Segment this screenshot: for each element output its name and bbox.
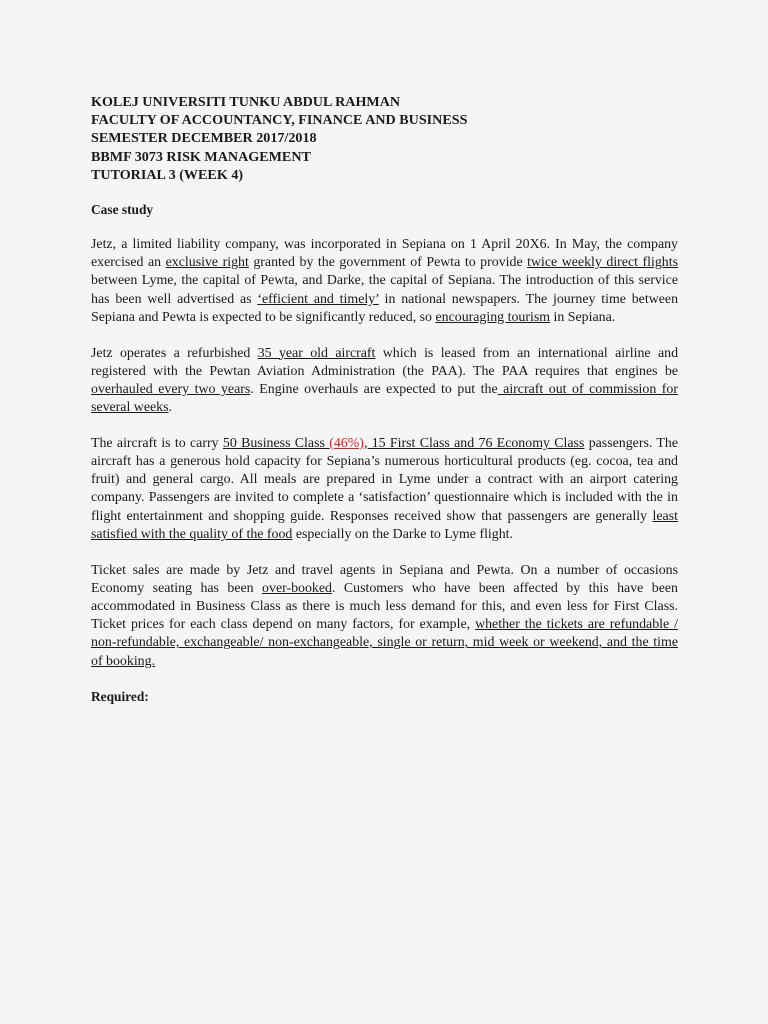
underlined-text: ‘efficient and timely’ xyxy=(257,291,379,307)
underlined-text: 50 Business Class xyxy=(222,435,330,451)
header-semester: SEMESTER DECEMBER 2017/2018 xyxy=(91,130,317,147)
paragraph-text: in Sepiana. xyxy=(550,309,616,325)
paragraph-text: which is leased from an international airline and registered with the Pewtan Aviation Administration (the PAA). The PAA requires that engines be xyxy=(91,345,679,379)
header-faculty: FACULTY OF ACCOUNTANCY, FINANCE AND BUSINESS xyxy=(91,112,468,129)
paragraph-text: . xyxy=(168,400,173,416)
case-study-body xyxy=(91,236,678,671)
header-university: KOLEJ UNIVERSITI TUNKU ABDUL RAHMAN xyxy=(91,94,401,110)
paragraph-text: in national newspapers. The journey time between Sepiana and Pewta is expected to be significantly reduced, so xyxy=(91,291,679,325)
highlighted-text: (46%) xyxy=(329,435,364,451)
underlined-text: whether the tickets are refundable / non-refundable, exchangeable/ non-exchangeable, single or return, mid week or weekend, and the time of booking. xyxy=(91,617,678,669)
paragraph-text: especially on the Darke to Lyme flight. xyxy=(292,526,514,542)
paragraph-text: granted by the government of Pewta to provide xyxy=(248,255,528,271)
paragraph-text: Jetz operates a refurbished xyxy=(91,345,258,361)
underlined-text: least satisfied with the quality of the food xyxy=(91,508,678,542)
underlined-text: encouraging tourism xyxy=(435,309,551,325)
paragraph-text: between Lyme, the capital of Pewta, and Darke, the capital of Sepiana. The introduction of this service has been well advertised as xyxy=(91,273,678,307)
underlined-text: exclusive right xyxy=(165,255,249,271)
document-content xyxy=(91,93,678,706)
underlined-text: twice weekly direct flights xyxy=(527,255,679,271)
underlined-text: over-booked xyxy=(262,580,332,596)
paragraph-text: Jetz, a limited liability company, was incorporated in Sepiana on 1 April 20X6. In May, the company exercised an xyxy=(91,237,678,271)
paragraph-text: The aircraft is to carry xyxy=(91,435,223,451)
underlined-text: aircraft out of commission for several weeks xyxy=(91,381,678,416)
paragraph-text: passengers. The aircraft has a generous hold capacity for Sepiana’s numerous horticultural products (eg. cocoa, tea and fruit) and general cargo. All meals are prepared in Lyme under a contract with an airport catering company. Passengers are invited to complete a ‘satisfaction’ questionnaire which is included with the in flight entertainment and shopping guide. Responses received show that passengers are generally xyxy=(91,435,678,524)
underlined-text: overhauled every two years xyxy=(91,381,251,397)
case-study-paragraph xyxy=(91,562,678,671)
case-study-paragraph xyxy=(91,236,678,327)
header-tutorial: TUTORIAL 3 (WEEK 4) xyxy=(91,166,244,183)
paragraph-text: . Engine overhauls are expected to put the xyxy=(250,381,498,397)
document-header xyxy=(91,93,678,184)
underlined-text: 35 year old aircraft xyxy=(257,345,376,361)
case-study-paragraph xyxy=(91,345,678,418)
paragraph-text: . Customers who have been affected by this have been accommodated in Business Class as there is much less demand for this, and even less for First Class. Ticket prices for each class depend on many factors, for example, xyxy=(91,580,678,633)
paragraph-text: Ticket sales are made by Jetz and travel agents in Sepiana and Pewta. On a number of occasions Economy seating has been xyxy=(91,562,678,596)
header-course: BBMF 3073 RISK MANAGEMENT xyxy=(91,148,311,165)
underlined-text: , 15 First Class and 76 Economy Class xyxy=(363,435,585,451)
required-heading: Required: xyxy=(91,689,149,705)
case-study-heading: Case study xyxy=(91,202,154,218)
case-study-paragraph xyxy=(91,435,678,544)
